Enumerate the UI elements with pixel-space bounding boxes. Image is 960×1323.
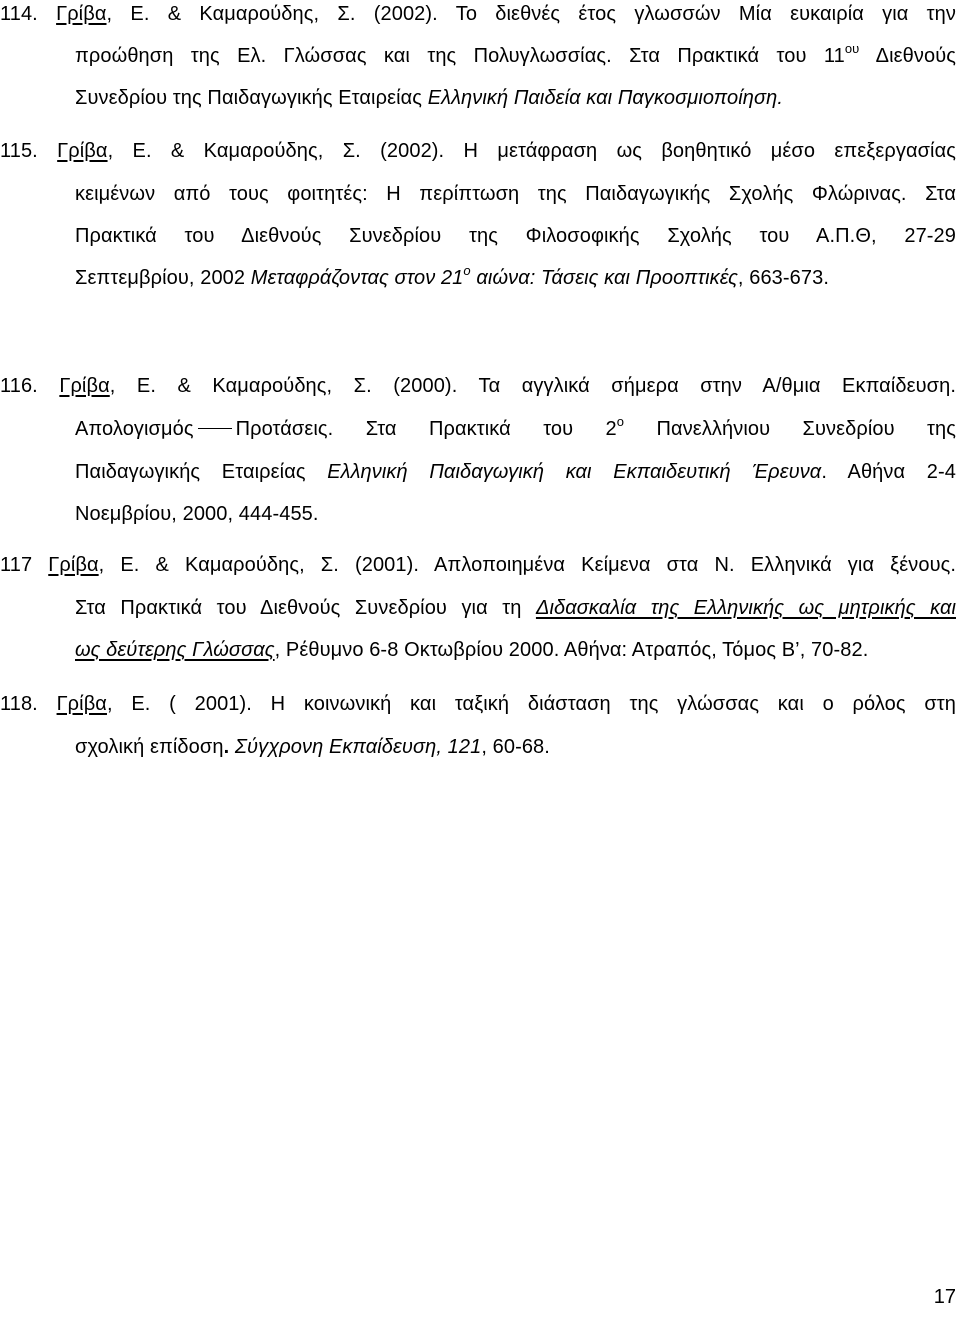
reference-114-line-3: Συνεδρίου της Παιδαγωγικής Εταιρείας Ελληνική Παιδεία και Παγκοσμιοποίηση.: [75, 87, 784, 109]
reference-116-line-2: Απολογισμός Προτάσεις. Στα Πρακτικά του $2^o$ Πανελλήνιου Συνεδρίου της: [75, 414, 956, 440]
reference-117-line-2: Στα Πρακτικά του Διεθνούς Συνεδρίου για τη Διδασκαλία της Ελληνικής ως μητρικής και: [75, 597, 956, 619]
reference-114-line-2: προώθηση της Ελ. Γλώσσας και της Πολυγλωσσίας. Στα Πρακτικά του $11^{o\upsilon}$ Διεθνούς: [75, 41, 956, 67]
reference-115-line-2: κειμένων από τους φοιτητές: Η περίπτωση της Παιδαγωγικής Σχολής Φλώρινας. Στα: [75, 183, 956, 205]
reference-115-line-4: Σεπτεμβρίου, 2002 Μεταφράζοντας στον $21^o$ αιώνα: Τάσεις και Προοπτικές, 663-673.: [75, 263, 829, 289]
reference-114-line-1: 114. Γρίβα, Ε. & Καμαρούδης, Σ. (2002). Το διεθνές έτος γλωσσών Μία ευκαιρία για την: [0, 3, 957, 25]
reference-116-line-4: Νοεμβρίου, 2000, 444-455.: [75, 503, 319, 525]
reference-117-line-3: ως δεύτερης Γλώσσας, Ρέθυμνο 6-8 Οκτωβρίου 2000. Αθήνα: Ατραπός, Τόμος Β’, 70-82.: [75, 639, 869, 661]
author-link-griva[interactable]: Γρίβα: [56, 3, 107, 25]
reference-116-line-3: Παιδαγωγικής Εταιρείας Ελληνική Παιδαγωγική και Εκπαιδευτική Έρευνα. Αθήνα 2-4: [75, 461, 956, 483]
author-link-griva[interactable]: Γρίβα: [57, 140, 108, 162]
page-number: 17: [933, 1286, 956, 1308]
reference-115-line-1: 115. Γρίβα, Ε. & Καμαρούδης, Σ. (2002). Η μετάφραση ως βοηθητικό μέσο επεξεργασίας: [0, 140, 956, 162]
author-link-griva[interactable]: Γρίβα: [56, 693, 107, 715]
em-dash: [198, 428, 232, 429]
author-link-griva[interactable]: Γρίβα: [48, 554, 99, 576]
reference-118-line-2: σχολική επίδοση. Σύγχρονη Εκπαίδευση, 121, 60-68.: [75, 736, 550, 758]
reference-115-line-3: Πρακτικά του Διεθνούς Συνεδρίου της Φιλοσοφικής Σχολής του Α.Π.Θ, 27-29: [75, 225, 956, 247]
reference-117-line-1: 117 Γρίβα, Ε. & Καμαρούδης, Σ. (2001). Απλοποιημένα Κείμενα στα Ν. Ελληνικά για ξένους.: [0, 554, 956, 576]
reference-118-line-1: 118. Γρίβα, Ε. ( 2001). Η κοινωνική και ταξική διάσταση της γλώσσας και ο ρόλος στη: [0, 693, 956, 715]
author-link-griva[interactable]: Γρίβα: [59, 375, 110, 397]
reference-116-line-1: 116. Γρίβα, Ε. & Καμαρούδης, Σ. (2000). Τα αγγλικά σήμερα στην Α/θμια Εκπαίδευση.: [0, 375, 956, 397]
